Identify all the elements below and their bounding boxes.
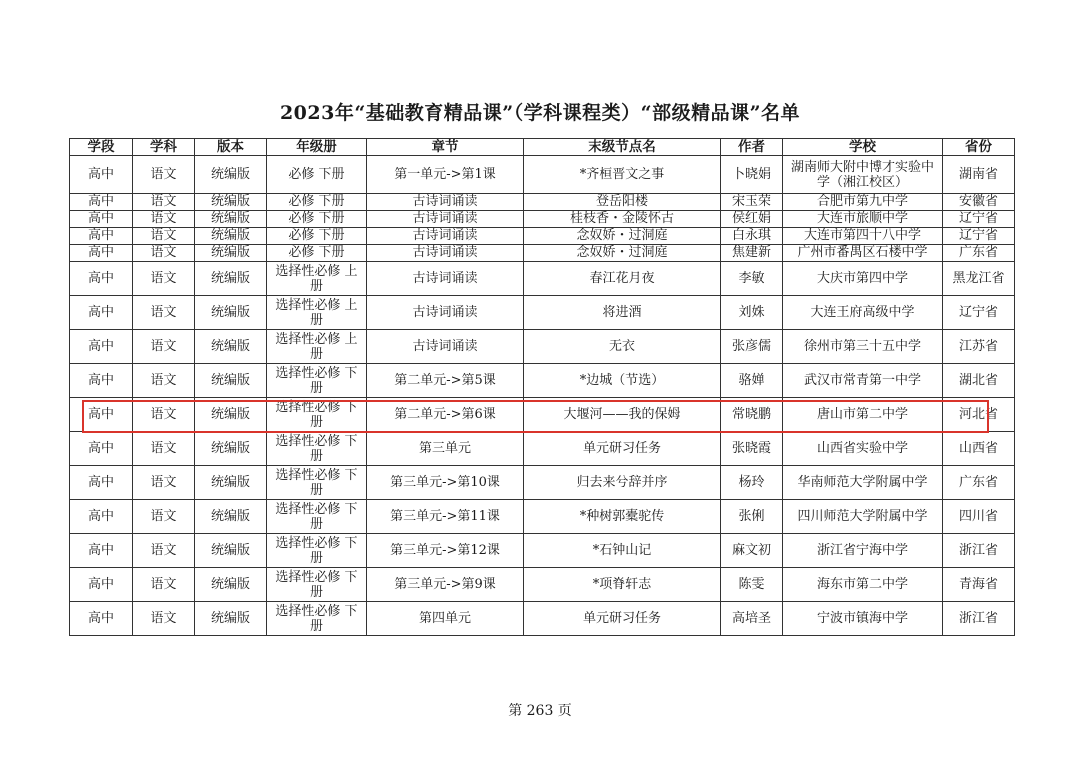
page-number: 第 263 页 [508,703,572,719]
cell-final-node: *石钟山记 [524,534,721,568]
cell-final-node: *齐桓晋文之事 [524,156,721,194]
table-row [70,398,1015,432]
cell-final-node: 无衣 [524,330,721,364]
cell-final-node: *项脊轩志 [524,568,721,602]
cell-edition: 统编版 [195,211,267,228]
cell-subject: 语文 [133,211,195,228]
cell-chapter: 第四单元 [367,602,524,636]
table-row [70,211,1015,228]
cell-province: 安徽省 [943,194,1015,211]
cell-subject: 语文 [133,364,195,398]
cell-final-node: 登岳阳楼 [524,194,721,211]
cell-edition: 统编版 [195,296,267,330]
cell-stage: 高中 [70,568,133,602]
cell-school: 湖南师大附中博才实验中学（湘江校区） [783,156,943,194]
cell-province: 浙江省 [943,602,1015,636]
cell-stage: 高中 [70,296,133,330]
cell-province: 黑龙江省 [943,262,1015,296]
cell-final-node: *种树郭橐驼传 [524,500,721,534]
cell-chapter: 第三单元->第10课 [367,466,524,500]
table-row [70,500,1015,534]
table-row [70,262,1015,296]
cell-final-node: 念奴娇・过洞庭 [524,228,721,245]
cell-school: 大连市第四十八中学 [783,228,943,245]
cell-grade-volume: 必修 下册 [267,194,367,211]
cell-author: 杨玲 [721,466,783,500]
cell-province: 湖南省 [943,156,1015,194]
table-row [70,602,1015,636]
column-header-author: 作者 [721,139,783,156]
cell-final-node: 单元研习任务 [524,432,721,466]
cell-final-node: 大堰河——我的保姆 [524,398,721,432]
cell-grade-volume: 选择性必修 下册 [267,398,367,432]
cell-final-node: 桂枝香・金陵怀古 [524,211,721,228]
cell-stage: 高中 [70,432,133,466]
column-header-subject: 学科 [133,139,195,156]
cell-stage: 高中 [70,602,133,636]
column-header-final-node: 末级节点名 [524,139,721,156]
cell-stage: 高中 [70,262,133,296]
cell-author: 张俐 [721,500,783,534]
cell-edition: 统编版 [195,156,267,194]
column-header-chapter: 章节 [367,139,524,156]
cell-stage: 高中 [70,228,133,245]
cell-chapter: 古诗词诵读 [367,330,524,364]
cell-chapter: 古诗词诵读 [367,245,524,262]
cell-school: 山西省实验中学 [783,432,943,466]
cell-subject: 语文 [133,296,195,330]
cell-edition: 统编版 [195,194,267,211]
cell-stage: 高中 [70,156,133,194]
table-row [70,330,1015,364]
column-header-edition: 版本 [195,139,267,156]
cell-subject: 语文 [133,432,195,466]
table-body [70,156,1015,636]
cell-stage: 高中 [70,245,133,262]
cell-province: 广东省 [943,466,1015,500]
cell-school: 浙江省宁海中学 [783,534,943,568]
cell-chapter: 古诗词诵读 [367,211,524,228]
cell-subject: 语文 [133,228,195,245]
cell-subject: 语文 [133,262,195,296]
cell-grade-volume: 选择性必修 下册 [267,364,367,398]
cell-province: 浙江省 [943,534,1015,568]
cell-chapter: 古诗词诵读 [367,194,524,211]
cell-edition: 统编版 [195,228,267,245]
cell-subject: 语文 [133,156,195,194]
cell-subject: 语文 [133,602,195,636]
cell-chapter: 古诗词诵读 [367,228,524,245]
cell-school: 大连市旅顺中学 [783,211,943,228]
cell-chapter: 第三单元->第9课 [367,568,524,602]
cell-stage: 高中 [70,364,133,398]
cell-author: 刘姝 [721,296,783,330]
cell-school: 四川师范大学附属中学 [783,500,943,534]
cell-grade-volume: 必修 下册 [267,245,367,262]
cell-subject: 语文 [133,500,195,534]
cell-grade-volume: 选择性必修 下册 [267,466,367,500]
cell-author: 麻文初 [721,534,783,568]
cell-edition: 统编版 [195,534,267,568]
cell-grade-volume: 选择性必修 上册 [267,330,367,364]
table-row [70,466,1015,500]
table-row [70,228,1015,245]
cell-edition: 统编版 [195,466,267,500]
cell-stage: 高中 [70,534,133,568]
cell-province: 辽宁省 [943,211,1015,228]
cell-edition: 统编版 [195,245,267,262]
table-row [70,364,1015,398]
cell-school: 武汉市常青第一中学 [783,364,943,398]
table-row [70,156,1015,194]
column-header-grade-volume: 年级册 [267,139,367,156]
cell-grade-volume: 选择性必修 下册 [267,500,367,534]
cell-stage: 高中 [70,211,133,228]
cell-subject: 语文 [133,534,195,568]
cell-grade-volume: 选择性必修 下册 [267,568,367,602]
cell-grade-volume: 选择性必修 下册 [267,432,367,466]
cell-edition: 统编版 [195,330,267,364]
cell-author: 高培圣 [721,602,783,636]
cell-final-node: 念奴娇・过洞庭 [524,245,721,262]
cell-author: 白永琪 [721,228,783,245]
cell-author: 陈雯 [721,568,783,602]
cell-school: 徐州市第三十五中学 [783,330,943,364]
cell-grade-volume: 选择性必修 上册 [267,296,367,330]
cell-author: 张彦儒 [721,330,783,364]
cell-school: 唐山市第二中学 [783,398,943,432]
column-header-stage: 学段 [70,139,133,156]
cell-edition: 统编版 [195,602,267,636]
table-row [70,296,1015,330]
cell-edition: 统编版 [195,432,267,466]
table-row [70,194,1015,211]
cell-author: 骆婵 [721,364,783,398]
cell-subject: 语文 [133,194,195,211]
cell-edition: 统编版 [195,500,267,534]
cell-province: 河北省 [943,398,1015,432]
cell-stage: 高中 [70,330,133,364]
cell-edition: 统编版 [195,398,267,432]
table-row [70,534,1015,568]
cell-school: 大庆市第四中学 [783,262,943,296]
cell-author: 张晓霞 [721,432,783,466]
cell-author: 卜晓娟 [721,156,783,194]
table-header-row [70,139,1015,156]
cell-stage: 高中 [70,194,133,211]
cell-edition: 统编版 [195,568,267,602]
cell-final-node: *边城（节选） [524,364,721,398]
cell-author: 侯红娟 [721,211,783,228]
cell-edition: 统编版 [195,262,267,296]
cell-stage: 高中 [70,500,133,534]
cell-final-node: 春江花月夜 [524,262,721,296]
cell-subject: 语文 [133,466,195,500]
cell-grade-volume: 选择性必修 下册 [267,534,367,568]
cell-school: 华南师范大学附属中学 [783,466,943,500]
cell-subject: 语文 [133,330,195,364]
cell-grade-volume: 必修 下册 [267,156,367,194]
cell-province: 青海省 [943,568,1015,602]
cell-province: 山西省 [943,432,1015,466]
cell-province: 湖北省 [943,364,1015,398]
cell-chapter: 古诗词诵读 [367,262,524,296]
cell-edition: 统编版 [195,364,267,398]
cell-chapter: 第三单元 [367,432,524,466]
cell-final-node: 将进酒 [524,296,721,330]
cell-grade-volume: 必修 下册 [267,228,367,245]
cell-school: 广州市番禺区石楼中学 [783,245,943,262]
cell-grade-volume: 选择性必修 下册 [267,602,367,636]
cell-province: 辽宁省 [943,228,1015,245]
column-header-school: 学校 [783,139,943,156]
cell-subject: 语文 [133,398,195,432]
cell-province: 辽宁省 [943,296,1015,330]
cell-school: 海东市第二中学 [783,568,943,602]
cell-stage: 高中 [70,398,133,432]
cell-final-node: 归去来兮辞并序 [524,466,721,500]
cell-province: 四川省 [943,500,1015,534]
cell-chapter: 第三单元->第11课 [367,500,524,534]
cell-author: 李敏 [721,262,783,296]
cell-chapter: 古诗词诵读 [367,296,524,330]
cell-chapter: 第一单元->第1课 [367,156,524,194]
cell-stage: 高中 [70,466,133,500]
table-row [70,245,1015,262]
table-row [70,568,1015,602]
cell-grade-volume: 选择性必修 上册 [267,262,367,296]
cell-subject: 语文 [133,568,195,602]
cell-author: 常晓鹏 [721,398,783,432]
cell-subject: 语文 [133,245,195,262]
cell-province: 江苏省 [943,330,1015,364]
cell-chapter: 第二单元->第5课 [367,364,524,398]
cell-chapter: 第二单元->第6课 [367,398,524,432]
cell-grade-volume: 必修 下册 [267,211,367,228]
cell-author: 宋玉荣 [721,194,783,211]
cell-school: 宁波市镇海中学 [783,602,943,636]
cell-school: 合肥市第九中学 [783,194,943,211]
cell-school: 大连王府高级中学 [783,296,943,330]
cell-province: 广东省 [943,245,1015,262]
cell-author: 焦建新 [721,245,783,262]
column-header-province: 省份 [943,139,1015,156]
cell-final-node: 单元研习任务 [524,602,721,636]
document-title: 2023年“基础教育精品课”（学科课程类）“部级精品课”名单 [279,102,801,124]
cell-chapter: 第三单元->第12课 [367,534,524,568]
award-list-table [69,138,1015,636]
table-row [70,432,1015,466]
